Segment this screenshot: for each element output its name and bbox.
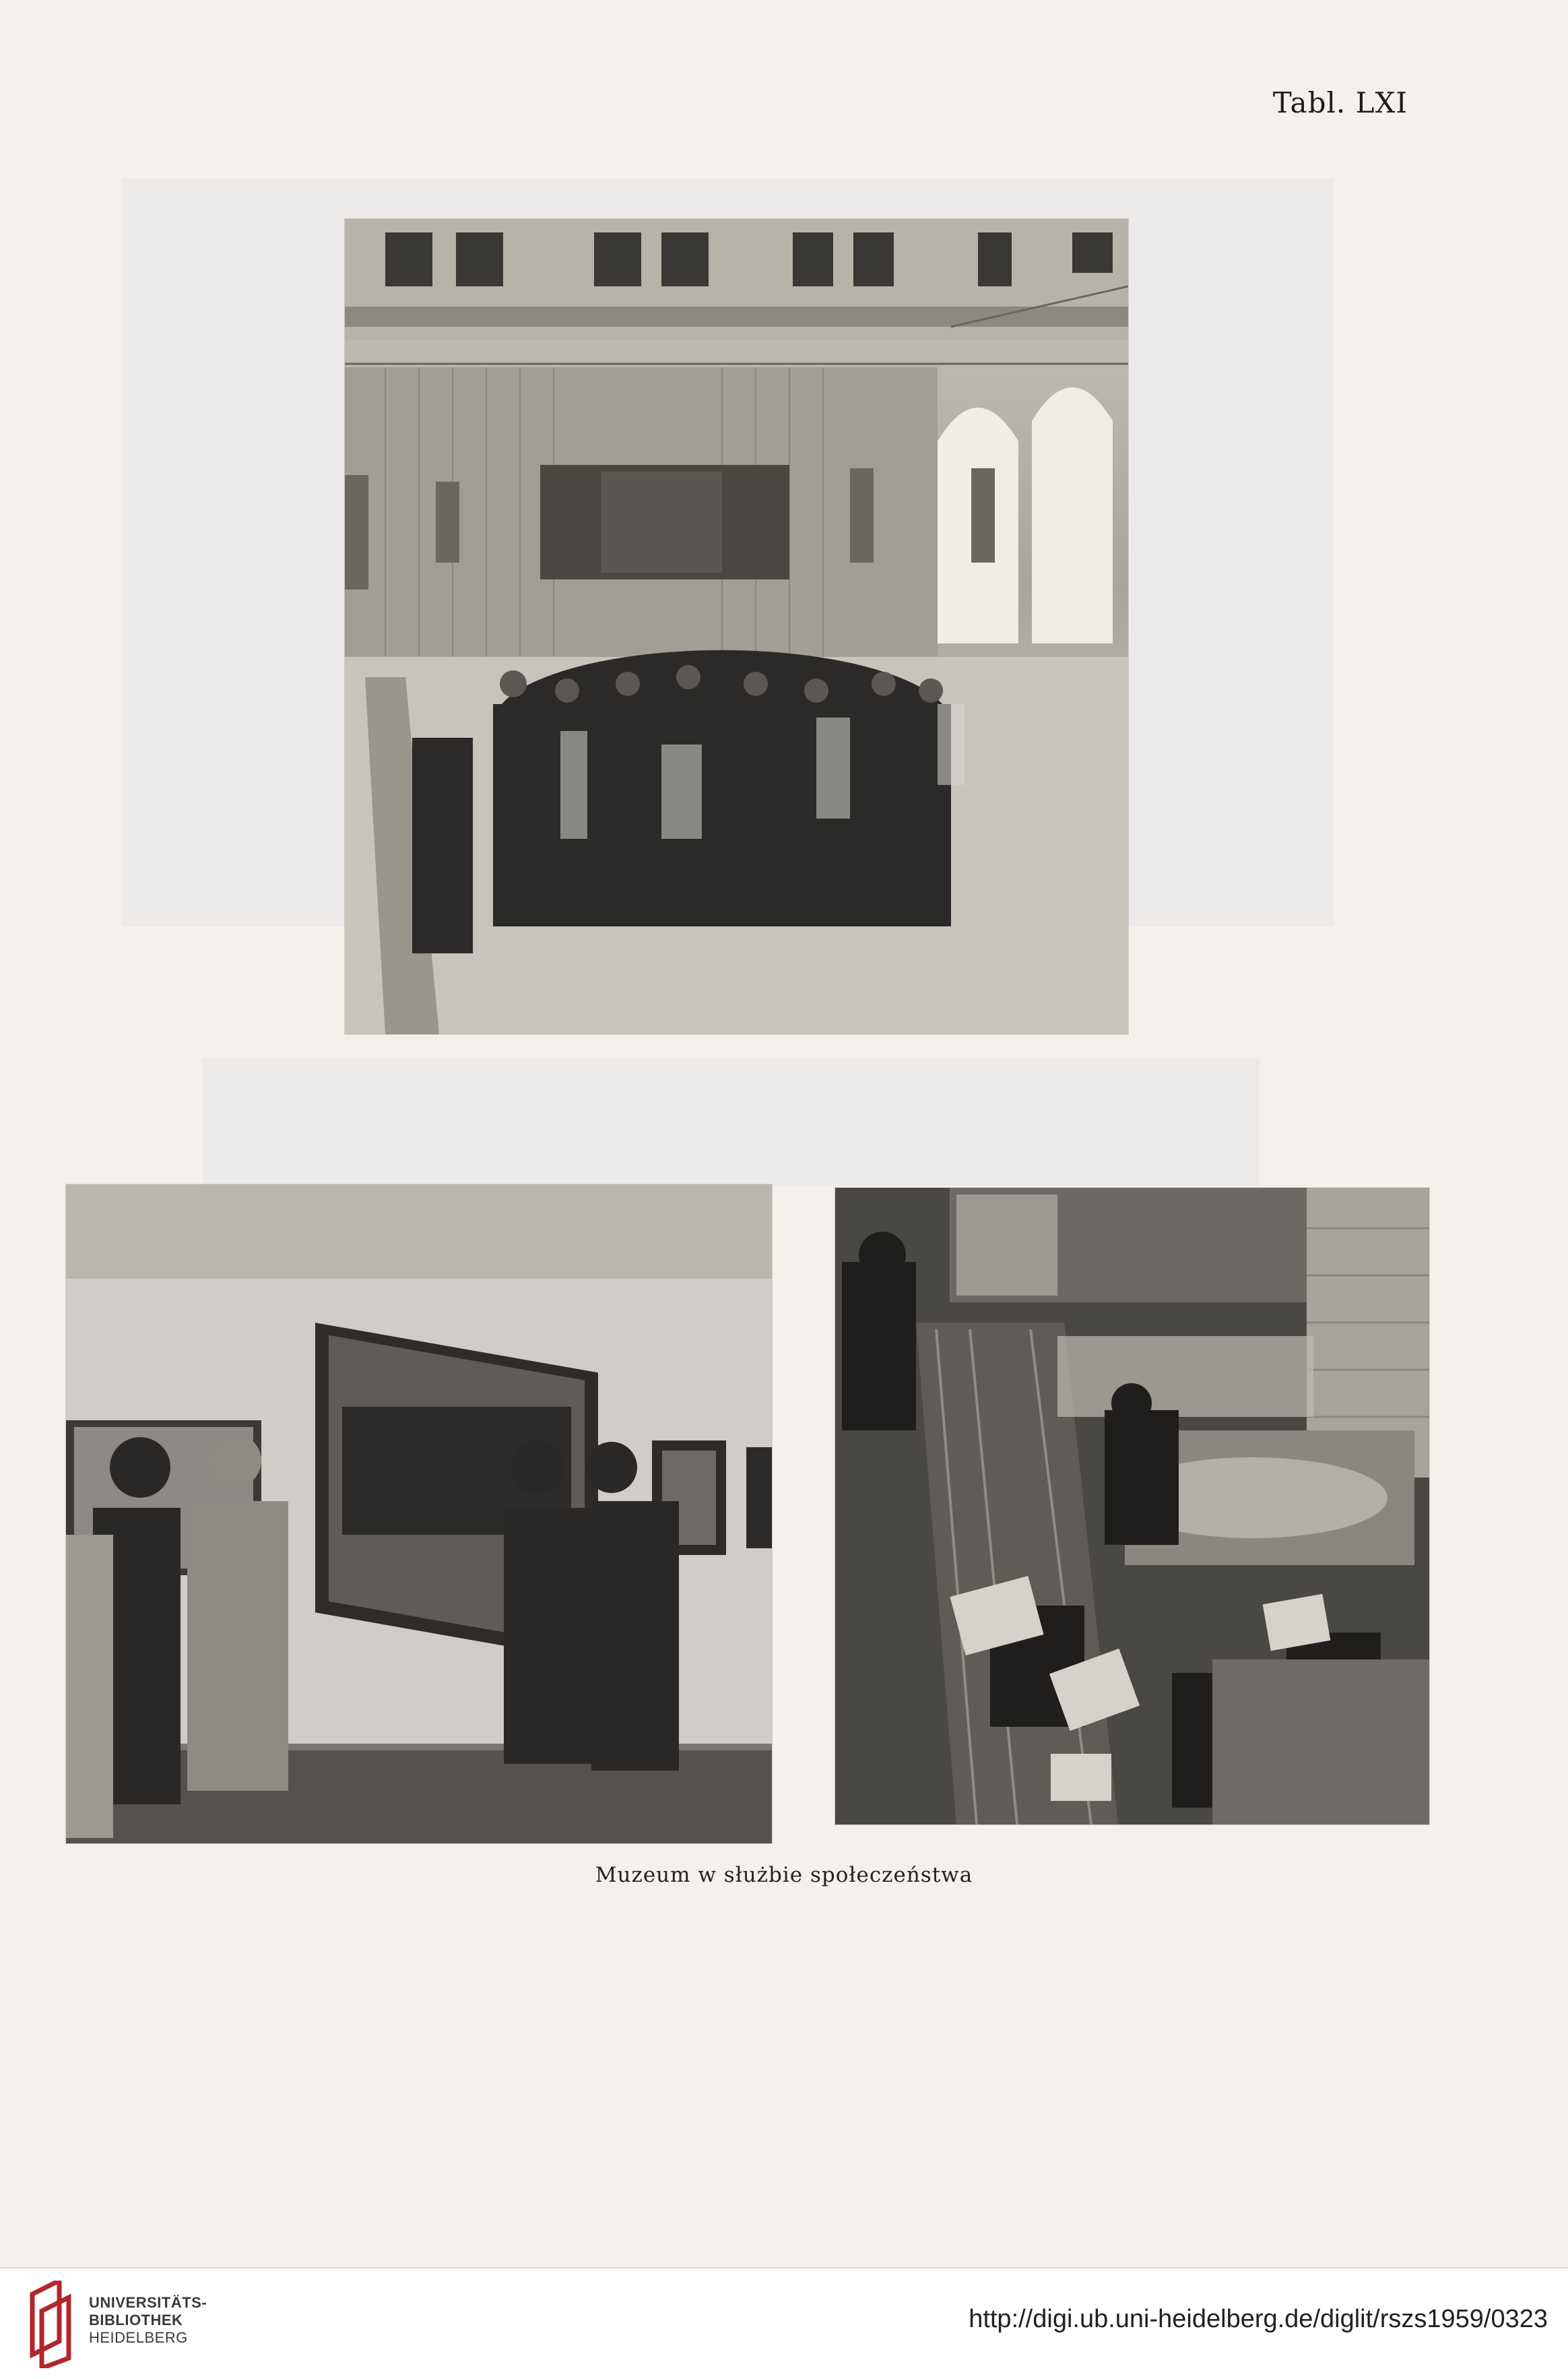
photo-gallery-visitors [66,1184,772,1843]
photo-students-drawing [835,1188,1429,1825]
library-name-line2: BIBLIOTHEK [89,2312,183,2328]
photo-courtyard-group [345,219,1128,1034]
ub-heidelberg-logo-icon[interactable] [19,2281,81,2368]
show-through-middle [202,1058,1260,1186]
library-name-line1: UNIVERSITÄTS- [89,2294,207,2311]
page-caption: Muzeum w służbie społeczeństwa [595,1863,973,1887]
library-name-line3: HEIDELBERG [89,2329,188,2346]
library-footer [0,2267,1568,2379]
library-name [89,2294,207,2347]
permalink-url[interactable]: http://digi.ub.uni-heidelberg.de/diglit/rszs1959/0323 [969,2305,1548,2333]
plate-number: Tabl. LXI [1272,86,1408,119]
